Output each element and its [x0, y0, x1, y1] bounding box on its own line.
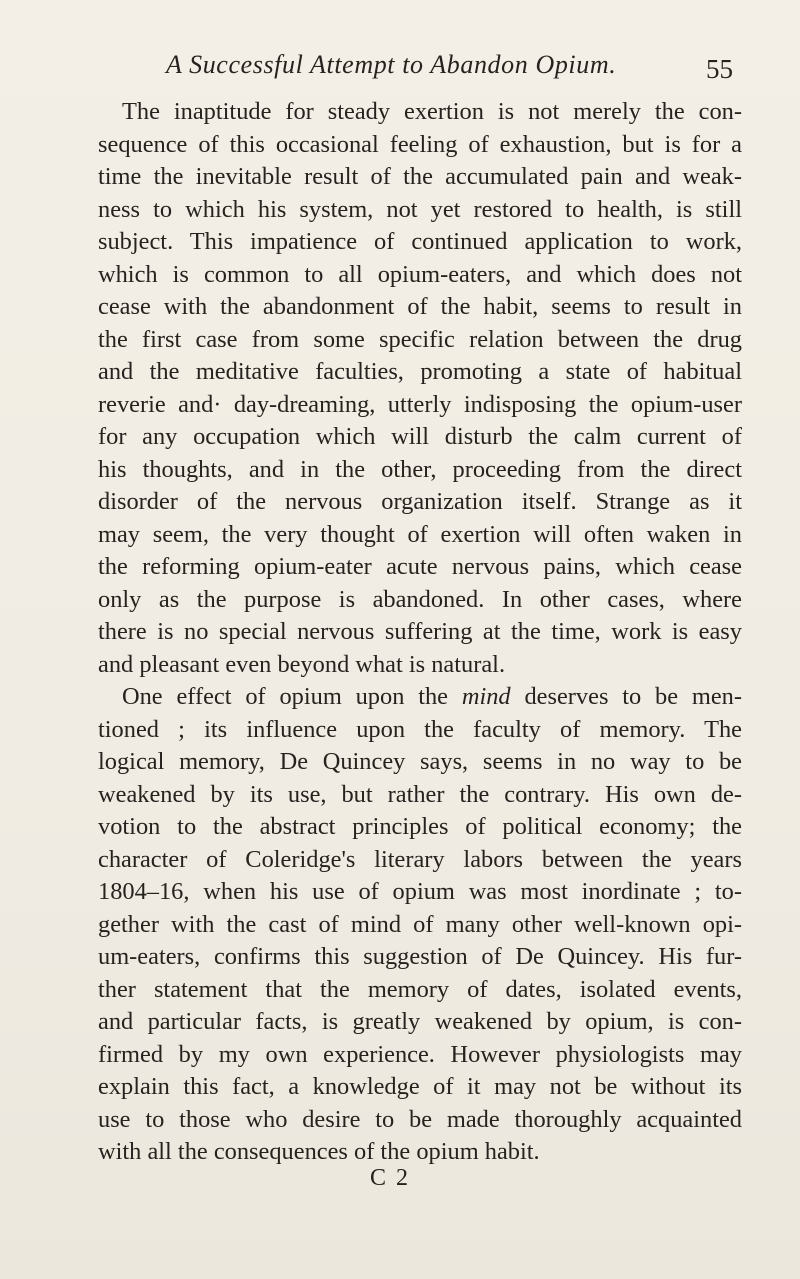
text-line: the reforming opium-eater acute nervous pains, which cease: [98, 553, 742, 580]
text-line: The inaptitude for steady exertion is not merely the con-: [122, 98, 742, 125]
text-line: [98, 681, 742, 714]
body-text: [98, 96, 742, 1169]
running-title: A Successful Attempt to Abandon Opium.: [166, 50, 617, 79]
text-line: for any occupation which will disturb the calm current of: [98, 423, 742, 450]
text-line: and particular facts, is greatly weakened by opium, is con-: [98, 1008, 742, 1035]
text-segment: deserves to be men-: [510, 683, 742, 710]
text-line: ther statement that the memory of dates, isolated events,: [98, 975, 742, 1003]
text-line: sequence of this occasional feeling of exhaustion, but is for a: [98, 130, 742, 158]
text-line: his thoughts, and in the other, proceeding from the direct: [98, 455, 742, 483]
text-line: may seem, the very thought of exertion will often waken in: [98, 520, 742, 548]
text-line: um-eaters, confirms this suggestion of De Quincey. His fur-: [98, 943, 742, 970]
text-line: cease with the abandonment of the habit, seems to result in: [98, 293, 742, 320]
running-head: [0, 50, 800, 90]
text-line: use to those who desire to be made thoroughly acquainted: [98, 1105, 742, 1133]
text-line: weakened by its use, but rather the contrary. His own de-: [98, 780, 742, 808]
emphasized-word: mind: [461, 683, 511, 710]
text-line: gether with the cast of mind of many other well-known opi-: [98, 910, 742, 938]
text-line: disorder of the nervous organization itself. Strange as it: [98, 488, 742, 515]
text-line: firmed by my own experience. However physiologists may: [98, 1040, 742, 1068]
text-line: ness to which his system, not yet restored to health, is still: [98, 195, 742, 223]
text-line: the first case from some specific relation between the drug: [98, 325, 742, 353]
text-line: subject. This impatience of continued application to work,: [98, 228, 742, 255]
text-line: and the meditative faculties, promoting a state of habitual: [98, 358, 742, 385]
text-line: votion to the abstract principles of political economy; the: [98, 813, 742, 840]
text-line: logical memory, De Quincey says, seems in no way to be: [98, 748, 742, 775]
text-line: tioned ; its influence upon the faculty of memory. The: [98, 715, 742, 743]
text-line: with all the consequences of the opium habit.: [98, 1138, 540, 1165]
page-number: 55: [706, 54, 733, 84]
text-line: there is no special nervous suffering at the time, work is easy: [98, 618, 742, 645]
text-line: character of Coleridge's literary labors between the years: [98, 845, 742, 873]
text-line: 1804–16, when his use of opium was most inordinate ; to-: [98, 878, 742, 905]
text-line: reverie and· day-dreaming, utterly indisposing the opium-user: [98, 390, 742, 418]
text-line: only as the purpose is abandoned. In other cases, where: [98, 585, 742, 613]
text-line: explain this fact, a knowledge of it may not be without its: [98, 1073, 742, 1100]
text-line: and pleasant even beyond what is natural.: [98, 650, 506, 678]
text-line: time the inevitable result of the accumulated pain and weak-: [98, 163, 742, 190]
text-line: which is common to all opium-eaters, and which does not: [98, 260, 742, 288]
text-segment: One effect of opium upon the: [122, 683, 462, 710]
signature-mark: C 2: [370, 1165, 411, 1191]
